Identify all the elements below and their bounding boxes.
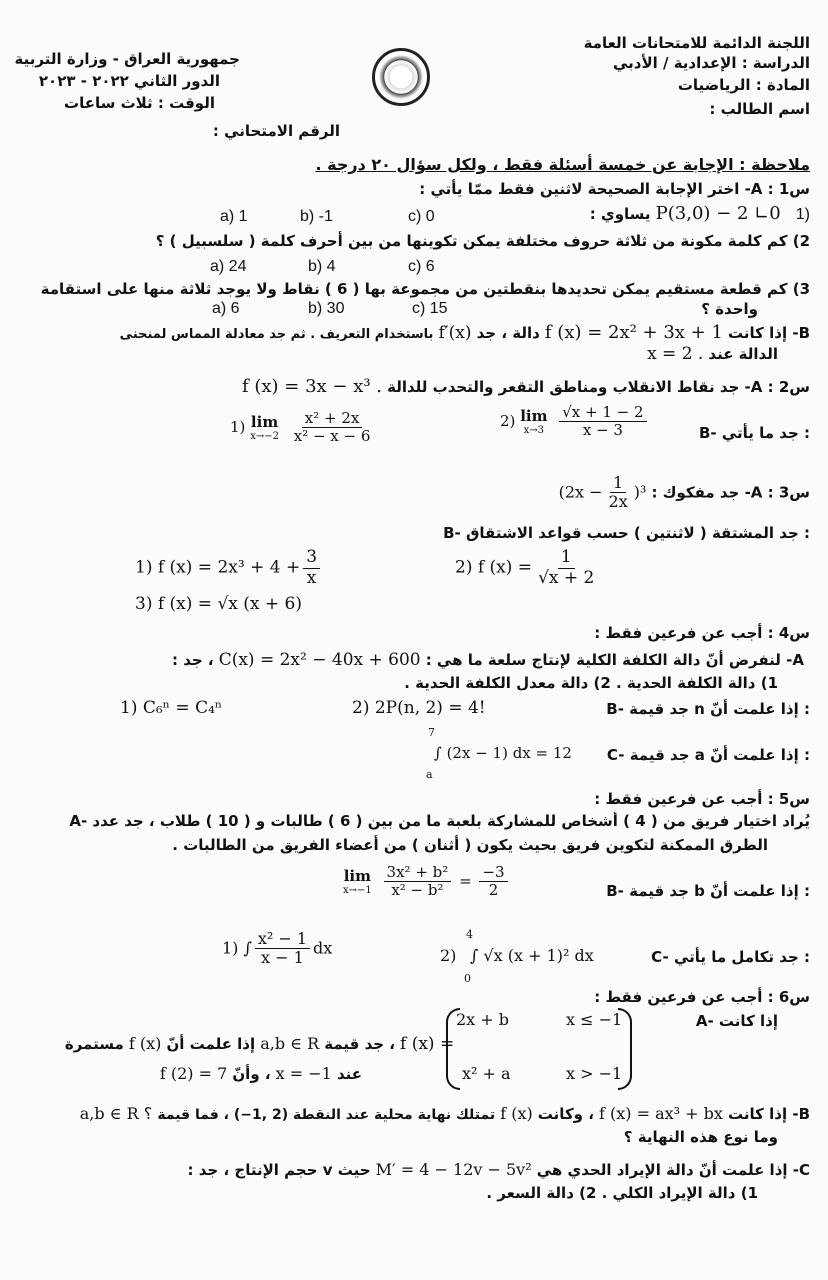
q2-branch-a bbox=[242, 376, 810, 397]
q6c-expr: M′ = 4 − 12v − 5v² bbox=[375, 1160, 532, 1179]
q5b-equals: = bbox=[459, 871, 472, 890]
q1b-line2: الدالة عند bbox=[708, 345, 778, 363]
q3b-deriv3: 3) f (x) = √x (x + 6) bbox=[135, 594, 302, 614]
q3b-d1-pre: 1) f (x) = 2x³ + 4 + bbox=[135, 557, 301, 578]
q5c-label: C- جد تكامل ما يأتي : bbox=[651, 948, 810, 966]
q6a-line1 bbox=[50, 1034, 395, 1053]
q1-branch-b bbox=[10, 322, 810, 343]
q3b-deriv2 bbox=[455, 548, 600, 588]
q5a-line1: A- يُراد اختيار فريق من ( 4 ) أشخاص للمشاركة بلعبة ما من بين ( 6 ) طالبات و ( 10 ) طلاب ، جد عدد bbox=[69, 812, 810, 830]
q6b-line2: وما نوع هذه النهاية ؟ bbox=[623, 1128, 778, 1146]
q5b-limit bbox=[343, 864, 511, 900]
q5b-numerator: 3x² + b² bbox=[384, 864, 452, 882]
q5c-integral2: ∫ √x (x + 1)² dx bbox=[470, 946, 594, 965]
q5b-denominator: x² − b² bbox=[391, 881, 444, 900]
q6b-f: f (x) bbox=[500, 1104, 533, 1123]
q2b-l1-lim: lim bbox=[250, 413, 279, 432]
q1-i3-opt-b: b) 30 bbox=[308, 300, 345, 317]
exam-number-label: الرقم الامتحاني : bbox=[212, 122, 340, 140]
q2b-l2-num: 2) bbox=[500, 411, 516, 430]
q3b-d1-num: 3 bbox=[303, 548, 320, 569]
q4b-item1: 1) C₆ⁿ = C₄ⁿ bbox=[120, 698, 223, 718]
q1-i1-opt-c: c) 0 bbox=[408, 208, 435, 225]
q6a-ab: a,b ∈ R bbox=[260, 1034, 320, 1053]
q6-label: س6 : أجب عن فرعين فقط : bbox=[594, 988, 810, 1006]
q6a-mid: ، جد قيمة bbox=[324, 1035, 395, 1053]
exam-duration: الوقت : ثلاث ساعات bbox=[64, 94, 215, 112]
q5c-i1-pre: 1) ∫ bbox=[222, 938, 252, 958]
subject: المادة : الرياضيات bbox=[677, 76, 810, 94]
exam-note: ملاحظة : الإجابة عن خمسة أسئلة فقط ، ولكل سؤال ٢٠ درجة . bbox=[315, 155, 810, 174]
student-name-label: اسم الطالب : bbox=[709, 100, 810, 118]
q6a-fx: f (x) = bbox=[400, 1034, 455, 1054]
q2b-limit1 bbox=[230, 410, 376, 446]
q2b-label: B- جد ما يأتي : bbox=[698, 424, 810, 442]
q6b-if: B- إذا كانت bbox=[728, 1105, 810, 1123]
q6a-if: A- إذا كانت bbox=[695, 1012, 778, 1030]
q1-branch-b-line2 bbox=[647, 344, 778, 364]
q3-branch-a bbox=[559, 474, 810, 512]
q2b-l2-numerator: √x + 1 − 2 bbox=[559, 404, 646, 422]
q6b-rest: تمتلك نهاية محلية عند النقطة (2 ,1−) ، فما قيمة bbox=[157, 1107, 496, 1123]
q1-i1-opt-b: b) -1 bbox=[300, 208, 333, 225]
q3b-deriv1 bbox=[135, 548, 323, 588]
q5c-i1-den: x − 1 bbox=[261, 948, 304, 968]
q5c-i2-num: 2) bbox=[440, 946, 457, 965]
q4c-upper-limit: 7 bbox=[428, 726, 435, 739]
q4a-text: A- لنفرض أنّ دالة الكلفة الكلية لإنتاج سلعة ما هي : bbox=[425, 651, 804, 669]
q3a-frac-den: 2x bbox=[608, 492, 628, 512]
exam-round: الدور الثاني ٢٠٢٢ - ٢٠٢٣ bbox=[38, 72, 220, 90]
q1-item3-line2: واحدة ؟ bbox=[701, 300, 758, 318]
q1-i2-opt-a: a) 24 bbox=[210, 258, 247, 275]
q6b-line1 bbox=[4, 1104, 810, 1123]
q4b-label: B- جد قيمة n إذا علمت أنّ : bbox=[606, 700, 810, 718]
q5c-i2-lower: 0 bbox=[464, 972, 471, 985]
q5c-i1-dx: dx bbox=[313, 938, 333, 958]
q1-item1-expr: P(3,0) − 2 ∟0 bbox=[655, 203, 781, 224]
q2b-l1-numerator: x² + 2x bbox=[302, 410, 363, 428]
q4-branch-a bbox=[172, 650, 804, 670]
q6c-line1 bbox=[188, 1160, 810, 1179]
q3a-label: س3 : A- جد مفكوك : bbox=[651, 483, 810, 502]
q1-item1-text: يساوي : bbox=[589, 205, 651, 223]
q1-i3-opt-c: c) 15 bbox=[412, 300, 448, 317]
q6a-f2: f (2) = 7 bbox=[159, 1064, 228, 1083]
q6a-piece2-cond: x > −1 bbox=[566, 1064, 623, 1083]
q2b-l1-denominator: x² − x − 6 bbox=[293, 427, 371, 446]
q2b-l2-denominator: x − 3 bbox=[582, 421, 623, 440]
q5c-i2-upper: 4 bbox=[466, 928, 473, 941]
q3b-d2-num: 1 bbox=[558, 548, 575, 569]
q1b-rest: باستخدام التعريف . ثم جد معادلة المماس لمنحنى bbox=[119, 327, 434, 342]
q3a-expr bbox=[559, 474, 647, 512]
q6a-and: ، وأنّ bbox=[232, 1065, 271, 1083]
q1-i3-opt-a: a) 6 bbox=[212, 300, 240, 317]
q1b-function: f (x) = 2x² + 3x + 1 bbox=[544, 322, 723, 343]
q1-i2-opt-c: c) 6 bbox=[408, 258, 435, 275]
q3b-d2-pre: 2) f (x) = bbox=[455, 557, 533, 578]
q6a-piece1-cond: x ≤ −1 bbox=[566, 1010, 623, 1029]
q1-i1-opt-a: a) 1 bbox=[220, 208, 248, 225]
q6a-f: f (x) bbox=[128, 1034, 162, 1053]
committee-name: اللجنة الدائمة للامتحانات العامة bbox=[583, 34, 810, 52]
iraq-emblem-icon bbox=[372, 48, 430, 106]
q6a-cont: مستمرة bbox=[64, 1035, 124, 1053]
q4c-lower-limit: a bbox=[426, 768, 433, 781]
q1b-x2: x = 2 . bbox=[647, 344, 704, 364]
q5-label: س5 : أجب عن فرعين فقط : bbox=[594, 790, 810, 808]
q2b-l1-sub: x→−2 bbox=[250, 431, 279, 443]
q6c-rest: حيث v حجم الإنتاج ، جد : bbox=[187, 1161, 371, 1179]
q1-item3-line1: 3) كم قطعة مستقيم يمكن تحديدها بنقطتين من مجموعة بها ( 6 ) نقاط ولا يوجد ثلاثة منها على استقامة bbox=[40, 280, 810, 298]
q3a-open: (2x − bbox=[558, 482, 603, 502]
q2b-limit2 bbox=[500, 404, 650, 440]
q4-label: س4 : أجب عن فرعين فقط : bbox=[594, 624, 810, 642]
q3b-d1-den: x bbox=[306, 567, 317, 588]
q4a-subitems: 1) دالة الكلفة الحدية . 2) دالة معدل الكلفة الحدية . bbox=[404, 674, 778, 692]
q6a-at: عند bbox=[336, 1065, 362, 1083]
q5b-lim: lim bbox=[343, 867, 372, 886]
q6a-piece2: x² + a bbox=[462, 1064, 511, 1083]
q5b-sub: x→−1 bbox=[343, 885, 372, 897]
q6b-mid: ، وكانت bbox=[537, 1105, 594, 1123]
q4a-cost-function: C(x) = 2x² − 40x + 600 bbox=[218, 650, 421, 670]
study-branch: الدراسة : الإعدادية / الأدبي bbox=[612, 54, 810, 72]
q3a-frac-num: 1 bbox=[610, 474, 626, 493]
q1-item1 bbox=[590, 203, 810, 224]
q4a-end: ، جد : bbox=[171, 651, 214, 669]
q5b-rhs-den: 2 bbox=[488, 881, 499, 900]
q1-item1-num: 1) bbox=[795, 206, 810, 223]
q3a-close: )³ bbox=[633, 482, 647, 502]
q5a-line2: الطرق الممكنة لتكوين فريق بحيث يكون ( أثنان ) من أعضاء الفريق من الطالبات . bbox=[172, 836, 768, 854]
q6a-xm1: x = −1 bbox=[275, 1064, 332, 1083]
q2a-label: س2 : A- جد نقاط الانقلاب ومناطق التقعر والتحدب للدالة bbox=[387, 378, 810, 396]
q6b-function: f (x) = ax³ + bx bbox=[599, 1104, 723, 1123]
q6b-ab: a,b ∈ R ؟ bbox=[79, 1104, 153, 1123]
q5c-integral1 bbox=[222, 930, 332, 968]
q2b-l1-num: 1) bbox=[230, 417, 246, 436]
q6a-piece1: 2x + b bbox=[456, 1010, 510, 1029]
q1b-derivative: f′(x) bbox=[438, 323, 472, 343]
q5c-i1-num: x² − 1 bbox=[255, 930, 310, 949]
q6c-line2: 1) دالة الإيراد الكلي . 2) دالة السعر . bbox=[486, 1184, 758, 1202]
q4c-integral: ∫ (2x − 1) dx = 12 bbox=[434, 744, 572, 762]
q4b-item2: 2) 2P(n, 2) = 4! bbox=[352, 698, 486, 718]
q1b-if: B- إذا كانت bbox=[728, 324, 810, 342]
ministry-name: جمهورية العراق - وزارة التربية bbox=[14, 50, 240, 68]
q1b-mid: دالة ، جد bbox=[476, 324, 540, 342]
q6c-text: C- إذا علمت أنّ دالة الإيراد الحدي هي bbox=[536, 1161, 810, 1179]
q5b-rhs-num: −3 bbox=[479, 864, 507, 882]
q2a-function: f (x) = 3x − x³ . bbox=[241, 376, 383, 397]
q4c-label: C- جد قيمة a إذا علمت أنّ : bbox=[606, 746, 810, 764]
q1-item2: 2) كم كلمة مكونة من ثلاثة حروف مختلفة يمكن تكوينها من بين أحرف كلمة ( سلسبيل ) ؟ bbox=[155, 232, 810, 250]
q6a-line2 bbox=[150, 1064, 362, 1083]
q5b-label: B- جد قيمة b إذا علمت أنّ : bbox=[606, 882, 810, 900]
q2b-l2-sub: x→3 bbox=[523, 425, 545, 437]
q1-label: س1 : A- اختر الإجابة الصحيحة لاثنين فقط ممّا يأتي : bbox=[419, 180, 810, 198]
q3b-label: B- جد المشتقة ( لاثنتين ) حسب قواعد الاشتقاق : bbox=[443, 524, 810, 542]
q3b-d2-den: √x + 2 bbox=[538, 567, 595, 588]
q1-i2-opt-b: b) 4 bbox=[308, 258, 336, 275]
q6a-cond: إذا علمت أنّ bbox=[166, 1035, 256, 1053]
q2b-l2-lim: lim bbox=[520, 407, 548, 426]
